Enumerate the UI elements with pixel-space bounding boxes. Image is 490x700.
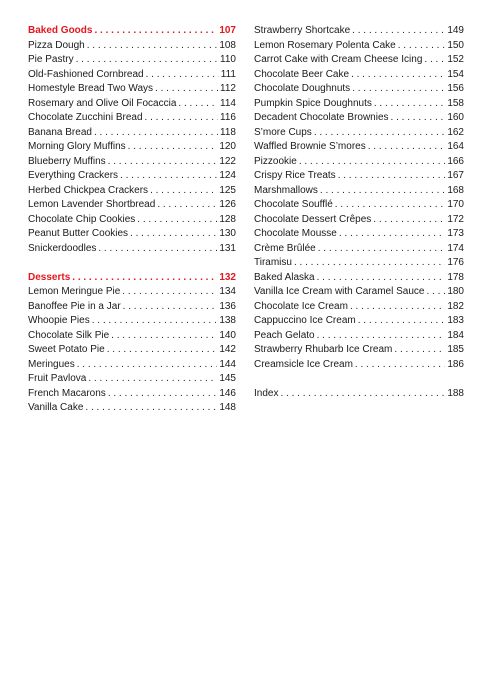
toc-entry[interactable] [28, 213, 236, 228]
entry-page: 108 [219, 39, 236, 51]
toc-entry[interactable] [28, 82, 236, 97]
dot-leader [366, 140, 446, 155]
toc-entry[interactable] [28, 140, 236, 155]
dot-leader [315, 271, 446, 286]
dot-leader [153, 82, 218, 97]
toc-entry[interactable] [254, 198, 464, 213]
entry-page: 149 [447, 25, 464, 36]
entry-page: 111 [220, 68, 236, 80]
entry-title: Chocolate Silk Pie [28, 329, 110, 341]
section-title: Baked Goods [28, 25, 93, 36]
entry-title: Blueberry Muffins [28, 155, 106, 167]
entry-title: Chocolate Soufflé [254, 199, 333, 210]
entry-page: 172 [447, 213, 464, 225]
entry-page: 167 [447, 170, 464, 181]
entry-title: Chocolate Chip Cookies [28, 213, 136, 225]
entry-page: 186 [447, 358, 464, 370]
entry-title: Homestyle Bread Two Ways [28, 83, 154, 94]
section-title: Desserts [28, 271, 71, 283]
entry-title: Crème Brûlée [254, 242, 316, 254]
entry-page: 120 [219, 141, 236, 152]
entry-title: Meringues [28, 358, 75, 370]
dot-leader [176, 97, 218, 112]
toc-entry[interactable] [254, 111, 464, 126]
entry-page: 114 [220, 97, 236, 109]
dot-leader [333, 198, 446, 213]
entry-title: Everything Crackers [28, 170, 119, 181]
dot-leader [148, 184, 217, 199]
dot-leader [109, 329, 217, 344]
entry-page: 158 [447, 97, 464, 109]
dot-leader [292, 256, 445, 271]
toc-entry[interactable] [254, 97, 464, 112]
entry-page: 184 [447, 329, 464, 341]
toc-entry[interactable] [28, 198, 236, 213]
entry-page: 156 [447, 83, 464, 94]
toc-entry[interactable] [254, 213, 464, 228]
toc-entry[interactable] [28, 343, 236, 358]
entry-title: Strawberry Shortcake [254, 25, 351, 36]
entry-page: 160 [447, 112, 464, 123]
entry-title: Chocolate Zucchini Bread [28, 112, 143, 123]
entry-title: Lemon Lavender Shortbread [28, 199, 156, 210]
entry-title: Waffled Brownie S’mores [254, 141, 366, 152]
dot-leader [424, 285, 445, 300]
entry-page: 122 [219, 155, 236, 167]
toc-entry[interactable] [254, 82, 464, 97]
section-heading-baked-goods[interactable] [28, 24, 236, 39]
entry-title: Sweet Potato Pie [28, 344, 105, 355]
dot-leader [389, 111, 446, 126]
toc-entry[interactable] [254, 242, 464, 257]
entry-page: 138 [219, 315, 236, 326]
entry-page: 130 [219, 228, 236, 239]
toc-entry[interactable] [254, 285, 464, 300]
entry-page: 140 [219, 329, 236, 341]
entry-page: 110 [220, 54, 236, 65]
toc-entry[interactable] [28, 227, 236, 242]
toc-entry[interactable] [28, 111, 236, 126]
section-heading-desserts[interactable] [28, 271, 236, 286]
entry-title: Whoopie Pies [28, 315, 90, 326]
dot-leader [422, 53, 445, 68]
entry-page: 148 [219, 402, 236, 413]
toc-entry[interactable] [254, 358, 464, 373]
entry-title: Carrot Cake with Cream Cheese Icing [254, 54, 423, 65]
dot-leader [118, 169, 217, 184]
entry-title: Fruit Pavlova [28, 373, 87, 384]
dot-leader [312, 126, 446, 141]
toc-entry[interactable] [28, 169, 236, 184]
dot-leader [349, 68, 445, 83]
dot-leader [348, 300, 445, 315]
section-page: 107 [219, 25, 236, 36]
toc-entry[interactable] [254, 24, 464, 39]
dot-leader [337, 227, 445, 242]
toc-entry[interactable] [28, 53, 236, 68]
entry-page: 116 [220, 112, 236, 123]
toc-entry[interactable] [28, 39, 236, 54]
entry-title: Rosemary and Olive Oil Focaccia [28, 97, 177, 109]
entry-title: Snickerdoodles [28, 242, 97, 254]
dot-leader [75, 358, 218, 373]
entry-page: 185 [447, 344, 464, 355]
entry-page: 124 [219, 170, 236, 181]
toc-entry[interactable] [28, 372, 236, 387]
entry-page: 131 [219, 242, 236, 254]
entry-page: 180 [447, 286, 464, 297]
dot-leader [144, 68, 219, 83]
entry-page: 128 [219, 213, 236, 225]
entry-title: Vanilla Ice Cream with Caramel Sauce [254, 286, 425, 297]
dot-leader [316, 242, 446, 257]
entry-title: Crispy Rice Treats [254, 170, 336, 181]
dot-leader [318, 184, 445, 199]
entry-title: Vanilla Cake [28, 402, 84, 413]
entry-title: Old-Fashioned Cornbread [28, 68, 144, 80]
dot-leader [92, 126, 218, 141]
dot-leader [121, 300, 218, 315]
toc-entry[interactable] [254, 329, 464, 344]
entry-page: 182 [447, 300, 464, 312]
toc-entry[interactable] [254, 271, 464, 286]
toc-entry[interactable] [28, 285, 236, 300]
entry-title: Creamsicle Ice Cream [254, 358, 353, 370]
entry-page: 118 [220, 126, 236, 138]
entry-page: 126 [219, 199, 236, 210]
toc-entry[interactable] [254, 155, 464, 170]
entry-title: Peanut Butter Cookies [28, 228, 129, 239]
entry-title: Tiramisu [254, 257, 292, 268]
entry-page: 154 [447, 68, 464, 80]
entry-title: Herbed Chickpea Crackers [28, 184, 149, 196]
entry-title: Banana Bread [28, 126, 92, 138]
dot-leader [356, 314, 446, 329]
dot-leader [315, 329, 446, 344]
entry-title: Banoffee Pie in a Jar [28, 300, 121, 312]
toc-entry-index[interactable] [254, 387, 464, 402]
dot-leader [85, 39, 218, 54]
toc-entry[interactable] [254, 256, 464, 271]
dot-leader [371, 213, 445, 228]
dot-leader [297, 155, 446, 170]
toc-entry[interactable] [28, 401, 236, 416]
toc-column-left [28, 24, 236, 416]
dot-leader [128, 227, 217, 242]
dot-leader [106, 387, 218, 402]
entry-page: 176 [447, 257, 464, 268]
section-gap [28, 256, 236, 271]
entry-page: 144 [219, 358, 236, 370]
toc-entry[interactable] [254, 126, 464, 141]
entry-title: Chocolate Ice Cream [254, 300, 348, 312]
entry-title: French Macarons [28, 387, 106, 399]
dot-leader [86, 372, 217, 387]
entry-page: 183 [447, 315, 464, 326]
entry-page: 166 [447, 155, 464, 167]
dot-leader [74, 53, 218, 68]
dot-leader [155, 198, 217, 213]
toc-entry[interactable] [254, 68, 464, 83]
entry-title: Chocolate Doughnuts [254, 83, 351, 94]
entry-page: 136 [219, 300, 236, 312]
toc-entry[interactable] [254, 140, 464, 155]
dot-leader [92, 24, 217, 39]
entry-page: 188 [447, 387, 464, 399]
toc-entry[interactable] [28, 155, 236, 170]
toc-entry[interactable] [28, 97, 236, 112]
dot-leader [70, 271, 217, 286]
baked-goods-list [28, 39, 236, 257]
dot-leader [396, 39, 446, 54]
entry-title: Chocolate Beer Cake [254, 68, 350, 80]
toc-entry[interactable] [28, 329, 236, 344]
toc-entry[interactable] [28, 358, 236, 373]
toc-entry[interactable] [28, 387, 236, 402]
dot-leader [83, 401, 217, 416]
toc-entry[interactable] [254, 227, 464, 242]
toc-entry[interactable] [28, 314, 236, 329]
dot-leader [372, 97, 445, 112]
entry-title: Chocolate Mousse [254, 228, 337, 239]
dot-leader [350, 82, 445, 97]
toc-entry[interactable] [254, 53, 464, 68]
entry-page: 150 [447, 39, 464, 51]
entry-title: Peach Gelato [254, 329, 315, 341]
entry-title: Lemon Meringue Pie [28, 286, 121, 297]
toc-entry[interactable] [254, 184, 464, 199]
toc-entry[interactable] [28, 68, 236, 83]
entry-title: Baked Alaska [254, 271, 315, 283]
entry-page: 112 [220, 83, 236, 94]
entry-page: 142 [219, 344, 236, 355]
toc-entry[interactable] [254, 314, 464, 329]
entry-page: 164 [447, 141, 464, 152]
entry-title: Morning Glory Muffins [28, 141, 126, 152]
entry-page: 174 [447, 242, 464, 254]
entry-page: 162 [447, 126, 464, 138]
entry-title: Marshmallows [254, 184, 318, 196]
entry-title: Pizza Dough [28, 39, 85, 51]
toc-column-right [254, 24, 464, 401]
entry-title: Chocolate Dessert Crêpes [254, 213, 372, 225]
dot-leader [96, 242, 217, 257]
toc-entry[interactable] [254, 300, 464, 315]
entry-page: 173 [447, 228, 464, 239]
section-gap [254, 372, 464, 387]
entry-page: 146 [219, 387, 236, 399]
entry-title: Pumpkin Spice Doughnuts [254, 97, 372, 109]
entry-title: Decadent Chocolate Brownies [254, 112, 389, 123]
dot-leader [392, 343, 445, 358]
entry-page: 168 [447, 184, 464, 196]
toc-entry[interactable] [254, 39, 464, 54]
desserts-list-part-2 [254, 24, 464, 372]
dot-leader [120, 285, 217, 300]
toc-entry[interactable] [254, 343, 464, 358]
toc-entry[interactable] [28, 126, 236, 141]
dot-leader [105, 343, 218, 358]
toc-entry[interactable] [254, 169, 464, 184]
entry-page: 178 [447, 271, 464, 283]
entry-title: Pizzookie [254, 155, 297, 167]
entry-page: 134 [219, 286, 236, 297]
toc-entry[interactable] [28, 242, 236, 257]
dot-leader [278, 387, 445, 402]
toc-entry[interactable] [28, 300, 236, 315]
desserts-list-part-1 [28, 285, 236, 416]
dot-leader [126, 140, 218, 155]
entry-title: Lemon Rosemary Polenta Cake [254, 39, 396, 51]
entry-title: Strawberry Rhubarb Ice Cream [254, 344, 393, 355]
dot-leader [106, 155, 218, 170]
entry-page: 170 [447, 199, 464, 210]
toc-entry[interactable] [28, 184, 236, 199]
dot-leader [353, 358, 445, 373]
entry-title: Cappuccino Ice Cream [254, 315, 356, 326]
entry-page: 125 [219, 184, 236, 196]
dot-leader [143, 111, 219, 126]
entry-page: 145 [219, 373, 236, 384]
dot-leader [135, 213, 217, 228]
entry-title: Pie Pastry [28, 54, 74, 65]
dot-leader [350, 24, 445, 39]
dot-leader [336, 169, 446, 184]
section-page: 132 [219, 271, 236, 283]
entry-title: S’more Cups [254, 126, 312, 138]
entry-page: 152 [447, 54, 464, 65]
entry-title: Index [254, 387, 279, 399]
dot-leader [90, 314, 218, 329]
